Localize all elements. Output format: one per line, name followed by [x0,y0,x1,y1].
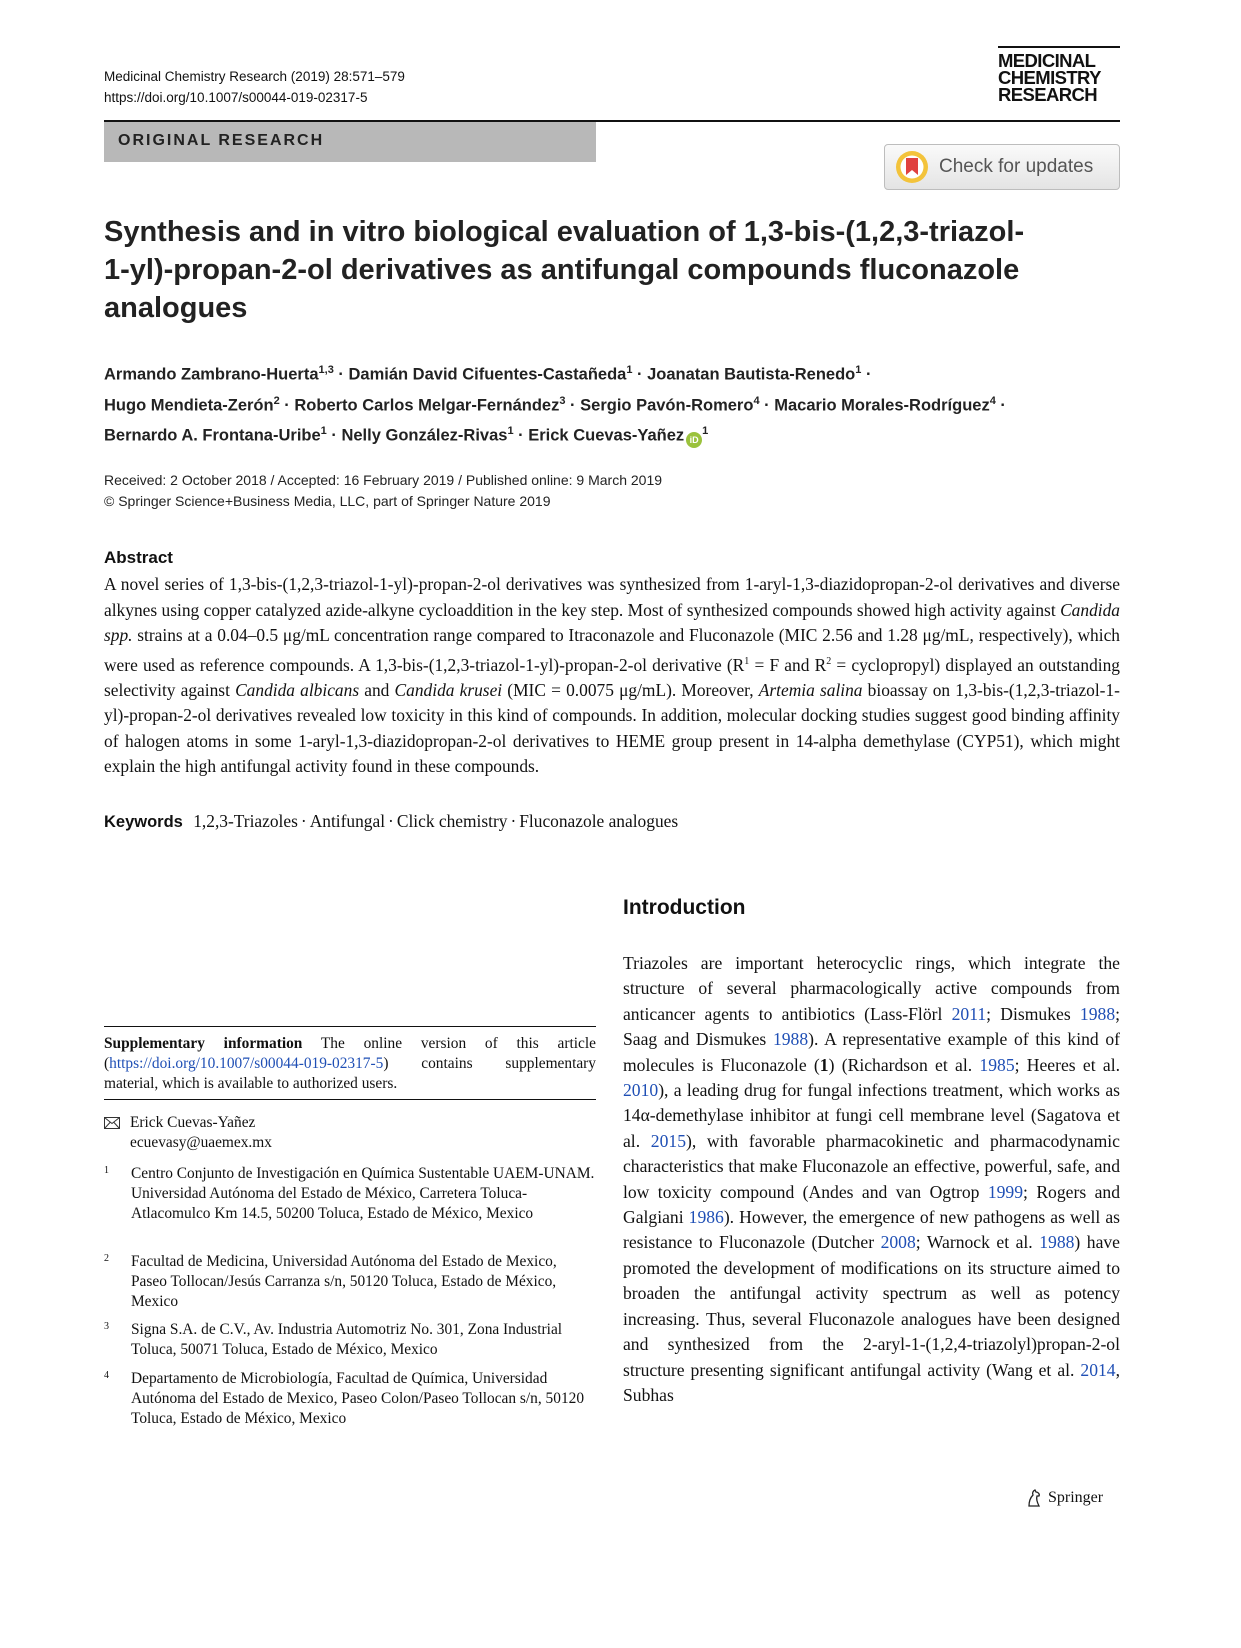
author-name[interactable]: Bernardo A. Frontana-Uribe [104,426,321,445]
publisher-name: Springer [1048,1489,1104,1506]
intro-text-run: ; Heeres et al. [1014,1054,1121,1075]
intro-text-run: ), a leading drug for fungal infections treatment, which works as 14α-demethylase inhibitor at fungi cell membrane level (Sagatova et al. [623,1080,1120,1151]
intro-text-run: ), with favorable pharmacokinetic and pharmacodynamic characteristics that make Fluconazole an effective, powerful, safe, and low toxicity compound (Andes and van Ogtrop [623,1130,1120,1202]
article-type-banner: ORIGINAL RESEARCH [104,122,596,162]
citation-line: Medicinal Chemistry Research (2019) 28:571–579 [104,69,405,84]
author-name[interactable]: Hugo Mendieta-Zerón [104,396,274,414]
intro-text-run: ) (Richardson et al. [828,1054,980,1075]
citation-link[interactable]: 2008 [880,1232,916,1253]
orcid-icon[interactable]: iD [686,432,702,448]
springer-logo [1024,1488,1103,1508]
introduction-heading: Introduction [623,896,746,919]
keyword: Antifungal [309,811,386,831]
dates-line: Received: 2 October 2018 / Accepted: 16 February 2019 / Published online: 9 March 2019 [104,472,663,488]
envelope-icon [104,1115,120,1135]
citation-link[interactable]: 1988 [1039,1232,1075,1253]
author-name[interactable]: Nelly González-Rivas [341,426,508,445]
citation-link[interactable]: 2010 [623,1080,659,1101]
intro-text-run: Triazoles are important heterocyclic rings, which integrate the structure of several pharmacologically active compounds from anticancer agents to antibiotics (Lass-Flörl [623,953,1120,1024]
doi-line[interactable]: https://doi.org/10.1007/s00044-019-02317-5 [104,90,368,105]
intro-text-run: ; Dismukes [986,1003,1080,1024]
footnote-divider [104,1026,596,1027]
citation-link[interactable]: 2014 [1080,1359,1116,1380]
intro-text-run: ; Warnock et al. [915,1232,1040,1253]
citation-link[interactable]: 2011 [951,1003,987,1024]
intro-text-run: ; Rogers and Galgiani [623,1181,1120,1228]
author-name[interactable]: Armando Zambrano-Huerta [104,365,319,384]
citation-link[interactable]: 1988 [1079,1003,1116,1024]
author-name[interactable]: Joanatan Bautista-Renedo [647,365,856,384]
affiliation: 2 Facultad de Medicina, Universidad Autónoma del Estado de Mexico, Paseo Tollocan/Jesús Carranza s/n, 50120 Toluca, Estado de México, Mexico [104,1253,557,1310]
keyword: Click chemistry [396,811,508,831]
horse-icon [1024,1488,1044,1508]
check-for-updates-button[interactable] [884,144,1120,190]
supplementary-info: Supplementary information The online version of this article (https://doi.org/10.1007/s00044-019-02317-5) contains supplementary material, which is available to authorized users. [104,1035,596,1092]
intro-text-run: ). A representative example of this kind of molecules is Fluconazole ( [623,1029,1120,1075]
copyright-line: © Springer Science+Business Media, LLC, part of Springer Nature 2019 [104,493,551,509]
bookmark-icon [895,150,929,184]
citation-link[interactable]: 1985 [979,1054,1015,1075]
keyword: 1,2,3-Triazoles [193,811,298,831]
citation-link[interactable]: 1999 [987,1181,1024,1202]
citation-link[interactable]: 1988 [772,1029,809,1050]
correspondence [104,1113,596,1153]
affiliation: 3 Signa S.A. de C.V., Av. Industria Automotriz No. 301, Zona Industrial Toluca, 50071 Toluca, Estado de México, Mexico [104,1321,563,1358]
journal-citation [104,66,405,108]
intro-text-run: ) have promoted the development of modifications on its structure aimed to broaden the antifungal activity spectrum as well as potency increasing. Thus, several Fluconazole analogues have been designed and synthesized from the 2-aryl-1-(1,2,4-triazolyl)propan-2-ol structure presenting significant antifungal activity (Wang et al. [623,1232,1120,1380]
author-list: Armando Zambrano-Huerta$^{1,3}$ · Damián David Cifuentes-Castañeda$^1$ · Joanatan Bautista-Renedo$^1$ · Hugo Mendieta-Zerón$^2$ · Roberto Carlos Melgar-Fernández$^3$ · Sergio Pavón-Romero$^4$ · Macario Morales-Rodríguez$^4$ · Bernardo A. Frontana-Uribe$^1$ · Nelly González-Rivas$^1$ · Erick Cuevas-Yañez $iD^1$ [104,357,1124,449]
corresponding-author: Erick Cuevas-Yañez [130,1114,256,1131]
intro-text-run: , Subhas [623,1359,1120,1405]
introduction-text [623,951,1120,1408]
email-address[interactable]: ecuevasy@uaemex.mx [130,1134,272,1151]
check-updates-label: Check for updates [939,156,1094,177]
publication-dates [104,470,662,512]
intro-text-run: ). However, the emergence of new pathogens as well as resistance to Fluconazole (Dutcher [623,1207,1120,1253]
author-name[interactable]: Sergio Pavón-Romero [580,396,754,414]
author-name[interactable]: Roberto Carlos Melgar-Fernández [294,396,560,414]
citation-link[interactable]: 2015 [650,1130,686,1151]
abstract-heading: Abstract [104,548,173,567]
journal-logo: MEDICINAL CHEMISTRY RESEARCH [998,46,1120,103]
keyword: Fluconazole analogues [519,811,679,831]
footnote-divider [104,1099,596,1100]
author-name[interactable]: Damián David Cifuentes-Castañeda [348,365,627,384]
compound-number: 1 [819,1054,829,1075]
supplementary-link[interactable]: https://doi.org/10.1007/s00044-019-02317-5 [109,1055,384,1072]
abstract-text: A novel series of 1,3-bis-(1,2,3-triazol-1-yl)-propan-2-ol derivatives was synthesized from 1-aryl-1,3-diazidopropan-2-ol derivatives and diverse alkynes using copper catalyzed azide-alkyne cycloaddition in the key step. Most of synthesized compounds showed high activity against Candida spp. strains at a 0.04–0.5 μg/mL concentration range compared to Itraconazole and Fluconazole (MIC 2.56 and 1.28 μg/mL, respectively), which were used as reference compounds. A 1,3-bis-(1,2,3-triazol-1-yl)-propan-2-ol derivative ($R^1 = F$ and $R^2$ = cyclopropyl) displayed an outstanding selectivity against Candida albicans and Candida krusei (MIC = 0.0075 μg/mL). Moreover, Artemia salina bioassay on 1,3-bis-(1,2,3-triazol-1-yl)-propan-2-ol derivatives revealed low toxicity in this kind of compounds. In addition, molecular docking studies suggest good binding affinity of halogen atoms in some 1-aryl-1,3-diazidopropan-2-ol derivatives to HEME group present in 14-alpha demethylase (CYP51), which might explain the high antifungal activity found in these compounds. [104,574,1120,777]
citation-link[interactable]: 1986 [688,1207,724,1228]
article-title: Synthesis and in vitro biological evaluation of 1,3-bis-(1,2,3-triazol-1-yl)-propan-2-ol derivatives as antifungal compounds fluconazole analogues [104,216,1025,324]
affiliation: 1 Centro Conjunto de Investigación en Química Sustentable UAEM-UNAM. Universidad Autónoma del Estado de México, Carretera Toluca-Atlacomulco Km 14.5, 50200 Toluca, Estado de México, Mexico [104,1165,595,1222]
keywords-label: Keywords [104,813,183,831]
keywords: Keywords 1,2,3-Triazoles · Antifungal · Click chemistry · Fluconazole analogues [104,811,679,831]
author-name[interactable]: Erick Cuevas-Yañez [528,426,685,445]
affiliation: 4 Departamento de Microbiología, Facultad de Química, Universidad Autónoma del Estado de Mexico, Paseo Colon/Paseo Tollocan s/n, 50120 Toluca, Estado de México, Mexico [104,1370,585,1427]
author-name[interactable]: Macario Morales-Rodríguez [774,396,990,414]
intro-text-run: ; Saag and Dismukes [623,1003,1120,1050]
